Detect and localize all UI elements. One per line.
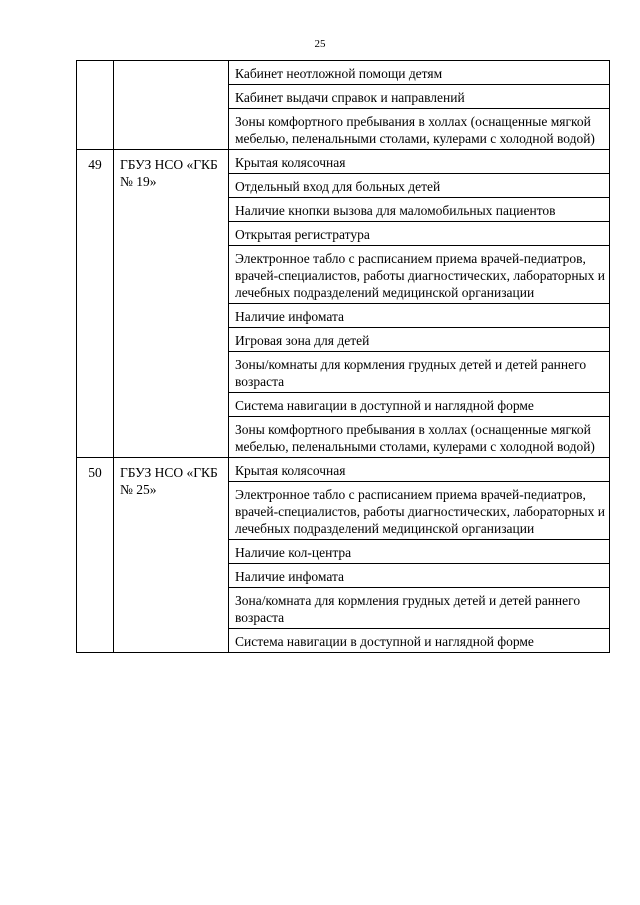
row-number-cell	[77, 150, 114, 458]
row-number: 49	[88, 157, 102, 172]
feature-item: Наличие кнопки вызова для маломобильных пациентов	[229, 198, 609, 222]
features-cell	[229, 150, 610, 458]
feature-item: Кабинет выдачи справок и направлений	[229, 85, 609, 109]
row-number-cell	[77, 61, 114, 150]
organization-cell	[114, 458, 229, 653]
feature-item: Зоны комфортного пребывания в холлах (оснащенные мягкой мебелью, пеленальными столами, кулерами с холодной водой)	[235, 114, 595, 146]
feature-item: Отдельный вход для больных детей	[229, 174, 609, 198]
feature-item: Игровая зона для детей	[229, 328, 609, 352]
features-cell	[229, 458, 610, 653]
organization-name: ГБУЗ НСО «ГКБ № 25»	[120, 465, 218, 497]
feature-item: Электронное табло с расписанием приема врачей-педиатров, врачей-специалистов, работы диагностических, лабораторных и лечебных подразделений медицинской организации	[229, 246, 609, 304]
page-number: 25	[314, 38, 326, 50]
feature-item: Зоны/комнаты для кормления грудных детей и детей раннего возраста	[229, 352, 609, 393]
facilities-table	[76, 60, 610, 653]
organization-name	[114, 61, 228, 67]
table-row	[77, 458, 610, 653]
feature-item: Наличие инфомата	[229, 304, 609, 328]
row-number: 50	[88, 465, 102, 480]
feature-item: Наличие кол-центра	[229, 540, 609, 564]
feature-item: Открытая регистратура	[229, 222, 609, 246]
row-number-cell	[77, 458, 114, 653]
feature-item: Наличие инфомата	[229, 564, 609, 588]
table-row	[77, 61, 610, 150]
organization-name: ГБУЗ НСО «ГКБ № 19»	[120, 157, 218, 189]
feature-item: Крытая колясочная	[229, 150, 609, 174]
feature-item: Система навигации в доступной и наглядной форме	[235, 634, 534, 649]
feature-item: Зоны комфортного пребывания в холлах (оснащенные мягкой мебелью, пеленальными столами, кулерами с холодной водой)	[235, 422, 595, 454]
organization-cell	[114, 61, 229, 150]
feature-item: Кабинет неотложной помощи детям	[229, 61, 609, 85]
table-body	[77, 61, 610, 653]
feature-item: Электронное табло с расписанием приема врачей-педиатров, врачей-специалистов, работы диагностических, лабораторных и лечебных подразделений медицинской организации	[229, 482, 609, 540]
feature-item: Система навигации в доступной и наглядной форме	[229, 393, 609, 417]
organization-cell	[114, 150, 229, 458]
features-cell	[229, 61, 610, 150]
feature-item: Зона/комната для кормления грудных детей и детей раннего возраста	[229, 588, 609, 629]
feature-item: Крытая колясочная	[229, 458, 609, 482]
table-row	[77, 150, 610, 458]
row-number	[77, 61, 113, 67]
